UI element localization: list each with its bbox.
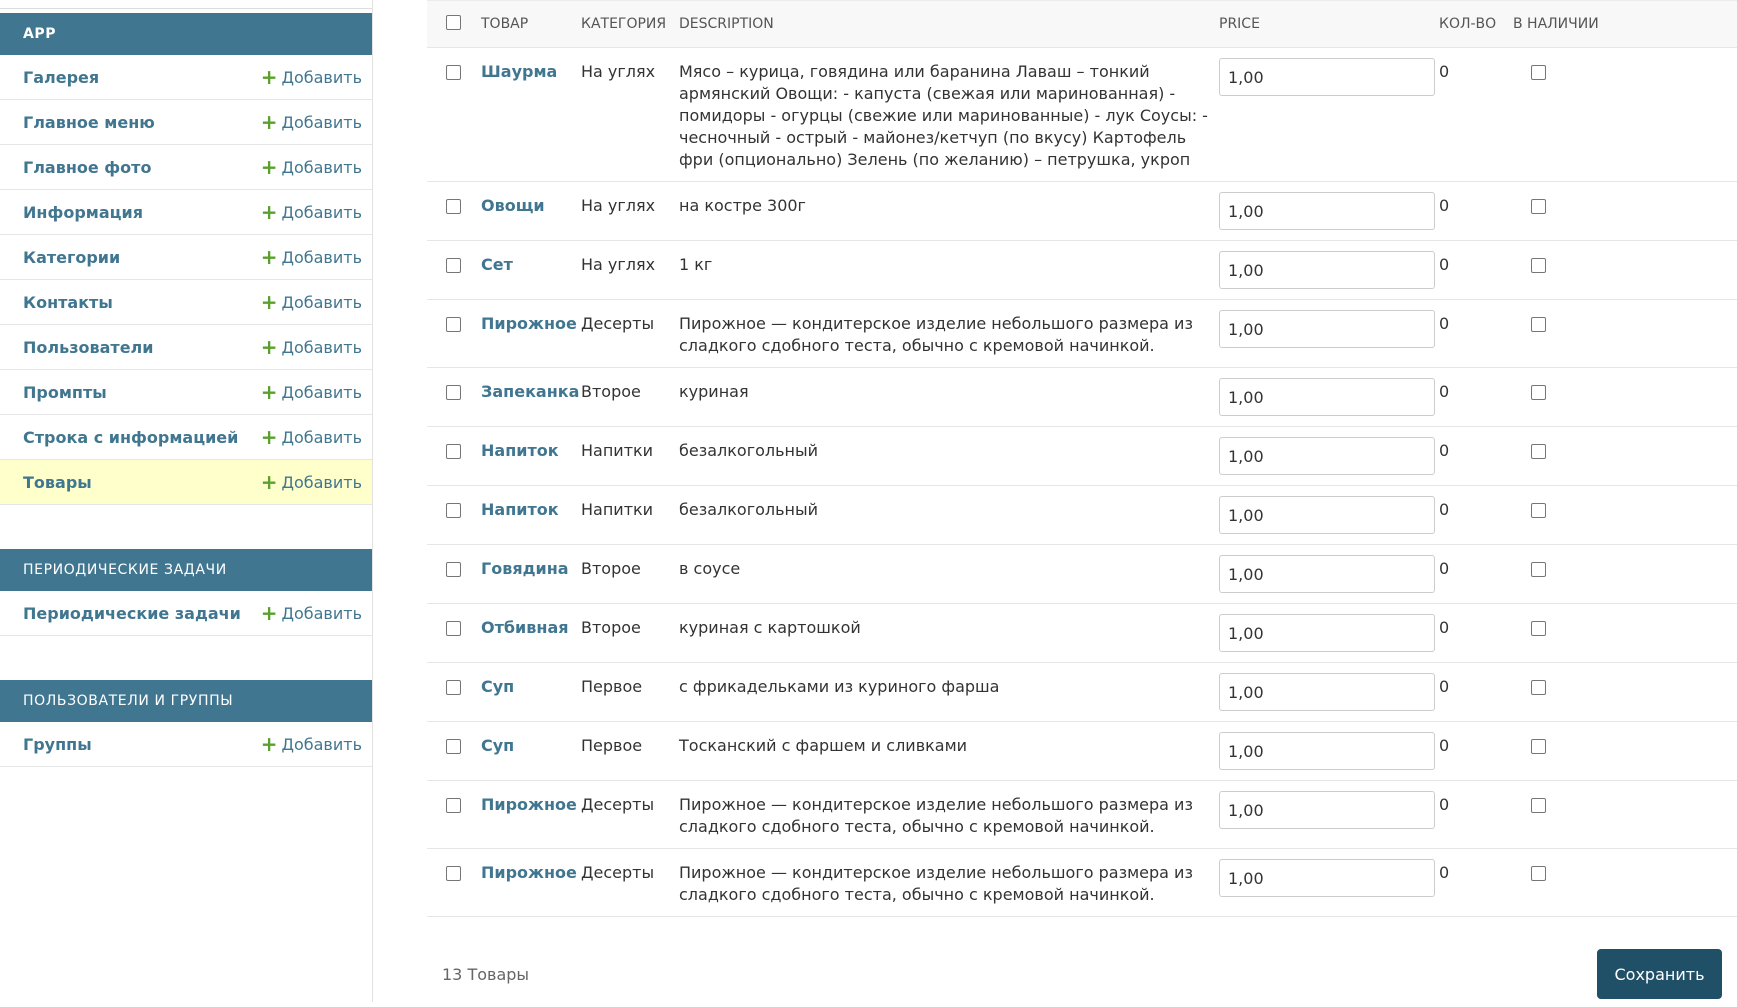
product-name-cell [477, 722, 577, 781]
add-link-label: Добавить [281, 337, 362, 357]
description-cell: куриная с картошкой [675, 604, 1215, 663]
add-link-label: Добавить [281, 157, 362, 177]
in-stock-checkbox[interactable] [1531, 739, 1546, 754]
qty-cell: 0 [1435, 182, 1509, 241]
plus-icon: + [260, 380, 278, 404]
plus-icon: + [260, 601, 278, 625]
row-select-cell [427, 427, 477, 486]
qty-cell: 0 [1435, 241, 1509, 300]
in-stock-cell [1509, 300, 1737, 368]
description-cell: безалкогольный [675, 427, 1215, 486]
price-input[interactable] [1219, 791, 1435, 829]
row-select-cell [427, 241, 477, 300]
sidebar-model-link[interactable]: Категории [23, 247, 121, 267]
description-cell: с фрикадельками из куриного фарша [675, 663, 1215, 722]
row-select-checkbox[interactable] [446, 562, 461, 577]
in-stock-checkbox[interactable] [1531, 258, 1546, 273]
sidebar-model-row [0, 415, 372, 460]
add-link-label: Добавить [281, 382, 362, 402]
changelist-footer [427, 917, 1737, 1007]
description-cell: на костре 300г [675, 182, 1215, 241]
in-stock-cell [1509, 722, 1737, 781]
table-row [427, 300, 1737, 368]
in-stock-checkbox[interactable] [1531, 680, 1546, 695]
price-cell [1215, 663, 1435, 722]
app-module [0, 13, 372, 505]
plus-icon: + [260, 245, 278, 269]
sidebar-model-link[interactable]: Контакты [23, 292, 113, 312]
product-link[interactable]: Суп [481, 677, 515, 696]
in-stock-checkbox[interactable] [1531, 199, 1546, 214]
plus-icon: + [260, 200, 278, 224]
in-stock-checkbox[interactable] [1531, 385, 1546, 400]
description-cell: Тосканский с фаршем и сливками [675, 722, 1215, 781]
category-cell: Второе [577, 604, 675, 663]
add-link[interactable] [261, 157, 372, 177]
sidebar-model-link[interactable]: Периодические задачи [23, 603, 241, 623]
qty-cell: 0 [1435, 722, 1509, 781]
in-stock-checkbox[interactable] [1531, 317, 1546, 332]
sidebar-model-row [0, 55, 372, 100]
add-link[interactable] [261, 472, 372, 492]
price-input[interactable] [1219, 192, 1435, 230]
category-cell: Первое [577, 663, 675, 722]
price-cell [1215, 849, 1435, 917]
plus-icon: + [260, 110, 278, 134]
row-select-cell [427, 182, 477, 241]
qty-cell: 0 [1435, 427, 1509, 486]
sidebar-model-row [0, 190, 372, 235]
sidebar-model-row [0, 100, 372, 145]
category-cell: На углях [577, 48, 675, 182]
category-cell: Десерты [577, 781, 675, 849]
price-cell [1215, 545, 1435, 604]
category-cell: Первое [577, 722, 675, 781]
price-input[interactable] [1219, 58, 1435, 96]
description-cell: Пирожное — кондитерское изделие небольшого размера из сладкого сдобного теста, обычно с кремовой начинкой. [675, 300, 1215, 368]
qty-cell: 0 [1435, 604, 1509, 663]
row-select-cell [427, 849, 477, 917]
price-cell [1215, 781, 1435, 849]
description-cell: Пирожное — кондитерское изделие небольшого размера из сладкого сдобного теста, обычно с кремовой начинкой. [675, 849, 1215, 917]
qty-cell: 0 [1435, 781, 1509, 849]
add-link-label: Добавить [281, 202, 362, 222]
add-link[interactable] [261, 337, 372, 357]
in-stock-cell [1509, 781, 1737, 849]
plus-icon: + [260, 65, 278, 89]
row-select-cell [427, 722, 477, 781]
row-select-cell [427, 604, 477, 663]
in-stock-checkbox[interactable] [1531, 798, 1546, 813]
sidebar-model-row [0, 145, 372, 190]
qty-cell: 0 [1435, 300, 1509, 368]
sidebar-model-link[interactable]: Информация [23, 202, 143, 222]
price-input[interactable] [1219, 859, 1435, 897]
row-select-checkbox[interactable] [446, 866, 461, 881]
in-stock-checkbox[interactable] [1531, 621, 1546, 636]
sidebar-model-row [0, 722, 372, 767]
product-name-cell [477, 781, 577, 849]
add-link-label: Добавить [281, 603, 362, 623]
in-stock-checkbox[interactable] [1531, 866, 1546, 881]
sidebar-model-row [0, 235, 372, 280]
qty-cell: 0 [1435, 849, 1509, 917]
module-caption[interactable]: ПОЛЬЗОВАТЕЛИ И ГРУППЫ [0, 680, 372, 722]
price-input[interactable] [1219, 437, 1435, 475]
sidebar-model-row [0, 325, 372, 370]
row-select-checkbox[interactable] [446, 680, 461, 695]
sidebar-model-row [0, 591, 372, 636]
product-name-cell [477, 241, 577, 300]
description-cell: Мясо – курица, говядина или баранина Лаваш – тонкий армянский Овощи: - капуста (свежая или маринованная) - помидоры - огурцы (свежие или маринованные) - лук Соусы: - чесночный - острый - майонез/кетчуп (по вкусу) Картофель фри (опционально) Зелень (по желанию) – петрушка, укроп [675, 48, 1215, 182]
price-input[interactable] [1219, 555, 1435, 593]
product-link[interactable]: Овощи [481, 196, 545, 215]
product-link[interactable]: Сет [481, 255, 513, 274]
in-stock-checkbox[interactable] [1531, 503, 1546, 518]
changelist-main [427, 0, 1737, 1002]
price-cell [1215, 241, 1435, 300]
product-name-cell [477, 545, 577, 604]
product-name-cell [477, 849, 577, 917]
qty-cell: 0 [1435, 545, 1509, 604]
price-cell [1215, 368, 1435, 427]
table-row [427, 663, 1737, 722]
results-body [427, 48, 1737, 917]
qty-cell: 0 [1435, 663, 1509, 722]
product-name-cell [477, 182, 577, 241]
category-cell: Десерты [577, 849, 675, 917]
module-spacer [0, 636, 372, 676]
table-row [427, 781, 1737, 849]
add-link[interactable] [261, 427, 372, 447]
module-caption[interactable]: ПЕРИОДИЧЕСКИЕ ЗАДАЧИ [0, 549, 372, 591]
add-link-label: Добавить [281, 247, 362, 267]
sidebar-model-link[interactable]: Строка с информацией [23, 427, 239, 447]
add-link-label: Добавить [281, 292, 362, 312]
price-cell [1215, 48, 1435, 182]
add-link-label: Добавить [281, 472, 362, 492]
column-header-qty[interactable]: КОЛ-ВО [1435, 1, 1509, 48]
product-link[interactable]: Говядина [481, 559, 569, 578]
plus-icon: + [260, 335, 278, 359]
add-link[interactable] [261, 382, 372, 402]
modules-container [0, 13, 372, 767]
add-link-label: Добавить [281, 734, 362, 754]
sidebar-model-row [0, 280, 372, 325]
table-row [427, 182, 1737, 241]
in-stock-cell [1509, 182, 1737, 241]
table-row [427, 427, 1737, 486]
table-row [427, 722, 1737, 781]
in-stock-cell [1509, 849, 1737, 917]
price-cell [1215, 604, 1435, 663]
add-link[interactable] [261, 67, 372, 87]
price-cell [1215, 486, 1435, 545]
add-link[interactable] [261, 734, 372, 754]
app-module [0, 680, 372, 767]
qty-cell: 0 [1435, 368, 1509, 427]
product-name-cell [477, 48, 577, 182]
app-sidebar [0, 0, 373, 1002]
select-all-cell [427, 1, 477, 48]
row-select-checkbox[interactable] [446, 65, 461, 80]
product-link[interactable]: Пирожное [481, 863, 577, 882]
sidebar-model-link[interactable]: Главное меню [23, 112, 155, 132]
add-link[interactable] [261, 202, 372, 222]
row-select-cell [427, 486, 477, 545]
column-header-product[interactable]: ТОВАР [477, 1, 577, 48]
price-input[interactable] [1219, 496, 1435, 534]
product-name-cell [477, 663, 577, 722]
sidebar-model-link[interactable]: Товары [23, 472, 92, 492]
sidebar-model-link[interactable]: Пользователи [23, 337, 154, 357]
row-select-checkbox[interactable] [446, 258, 461, 273]
description-cell: Пирожное — кондитерское изделие небольшого размера из сладкого сдобного теста, обычно с кремовой начинкой. [675, 781, 1215, 849]
plus-icon: + [260, 155, 278, 179]
price-input[interactable] [1219, 251, 1435, 289]
plus-icon: + [260, 290, 278, 314]
price-cell [1215, 427, 1435, 486]
sidebar-model-link[interactable]: Галерея [23, 67, 100, 87]
sidebar-model-link[interactable]: Главное фото [23, 157, 152, 177]
product-link[interactable]: Напиток [481, 500, 559, 519]
in-stock-cell [1509, 604, 1737, 663]
row-select-checkbox[interactable] [446, 503, 461, 518]
category-cell: На углях [577, 182, 675, 241]
row-select-checkbox[interactable] [446, 444, 461, 459]
category-cell: Второе [577, 368, 675, 427]
table-row [427, 545, 1737, 604]
add-link-label: Добавить [281, 427, 362, 447]
price-cell [1215, 300, 1435, 368]
result-count: 13 Товары [442, 965, 530, 984]
row-select-cell [427, 300, 477, 368]
module-spacer [0, 505, 372, 545]
sidebar-model-link[interactable]: Промпты [23, 382, 107, 402]
in-stock-checkbox[interactable] [1531, 444, 1546, 459]
row-select-cell [427, 48, 477, 182]
save-button[interactable]: Сохранить [1597, 949, 1722, 999]
app-module [0, 549, 372, 636]
product-name-cell [477, 604, 577, 663]
select-all-checkbox[interactable] [446, 15, 461, 30]
in-stock-cell [1509, 663, 1737, 722]
category-cell: Второе [577, 545, 675, 604]
price-input[interactable] [1219, 614, 1435, 652]
add-link-label: Добавить [281, 112, 362, 132]
product-name-cell [477, 300, 577, 368]
in-stock-cell [1509, 48, 1737, 182]
price-cell [1215, 722, 1435, 781]
table-row [427, 48, 1737, 182]
column-header-category[interactable]: КАТЕГОРИЯ [577, 1, 675, 48]
price-input[interactable] [1219, 673, 1435, 711]
price-input[interactable] [1219, 732, 1435, 770]
row-select-checkbox[interactable] [446, 739, 461, 754]
category-cell: На углях [577, 241, 675, 300]
row-select-checkbox[interactable] [446, 385, 461, 400]
in-stock-checkbox[interactable] [1531, 65, 1546, 80]
description-cell: безалкогольный [675, 486, 1215, 545]
sidebar-filter-remnant [0, 0, 372, 9]
price-input[interactable] [1219, 378, 1435, 416]
table-row [427, 368, 1737, 427]
row-select-checkbox[interactable] [446, 317, 461, 332]
product-link[interactable]: Запеканка [481, 382, 580, 401]
row-select-cell [427, 545, 477, 604]
in-stock-cell [1509, 241, 1737, 300]
add-link[interactable] [261, 247, 372, 267]
row-select-cell [427, 368, 477, 427]
description-cell: в соусе [675, 545, 1215, 604]
add-link-label: Добавить [281, 67, 362, 87]
product-link[interactable]: Шаурма [481, 62, 558, 81]
add-link[interactable] [261, 112, 372, 132]
table-row [427, 241, 1737, 300]
price-input[interactable] [1219, 310, 1435, 348]
results-table [427, 0, 1737, 917]
column-header-description[interactable]: DESCRIPTION [675, 1, 1215, 48]
table-row [427, 486, 1737, 545]
add-link[interactable] [261, 292, 372, 312]
table-row [427, 604, 1737, 663]
sidebar-model-row [0, 370, 372, 415]
category-cell: Напитки [577, 486, 675, 545]
column-header-price[interactable]: PRICE [1215, 1, 1435, 48]
qty-cell: 0 [1435, 486, 1509, 545]
row-select-checkbox[interactable] [446, 199, 461, 214]
plus-icon: + [260, 425, 278, 449]
in-stock-checkbox[interactable] [1531, 562, 1546, 577]
column-header-in-stock[interactable]: В НАЛИЧИИ [1509, 1, 1737, 48]
product-link[interactable]: Напиток [481, 441, 559, 460]
category-cell: Напитки [577, 427, 675, 486]
in-stock-cell [1509, 545, 1737, 604]
description-cell: куриная [675, 368, 1215, 427]
plus-icon: + [260, 732, 278, 756]
qty-cell: 0 [1435, 48, 1509, 182]
product-name-cell [477, 368, 580, 427]
row-select-checkbox[interactable] [446, 621, 461, 636]
in-stock-cell [1509, 427, 1737, 486]
product-link[interactable]: Отбивная [481, 618, 569, 637]
row-select-checkbox[interactable] [446, 798, 461, 813]
row-select-cell [427, 781, 477, 849]
product-link[interactable]: Суп [481, 736, 515, 755]
product-name-cell [477, 427, 577, 486]
sidebar-model-row [0, 460, 372, 505]
in-stock-cell [1509, 486, 1737, 545]
in-stock-cell [1509, 368, 1737, 427]
product-link[interactable]: Пирожное [481, 314, 577, 333]
table-header-row [427, 1, 1737, 48]
description-cell: 1 кг [675, 241, 1215, 300]
module-caption[interactable]: APP [0, 13, 372, 55]
price-cell [1215, 182, 1435, 241]
table-row [427, 849, 1737, 917]
add-link[interactable] [261, 603, 372, 623]
plus-icon: + [260, 470, 278, 494]
category-cell: Десерты [577, 300, 675, 368]
product-link[interactable]: Пирожное [481, 795, 577, 814]
product-name-cell [477, 486, 577, 545]
row-select-cell [427, 663, 477, 722]
sidebar-model-link[interactable]: Группы [23, 734, 92, 754]
